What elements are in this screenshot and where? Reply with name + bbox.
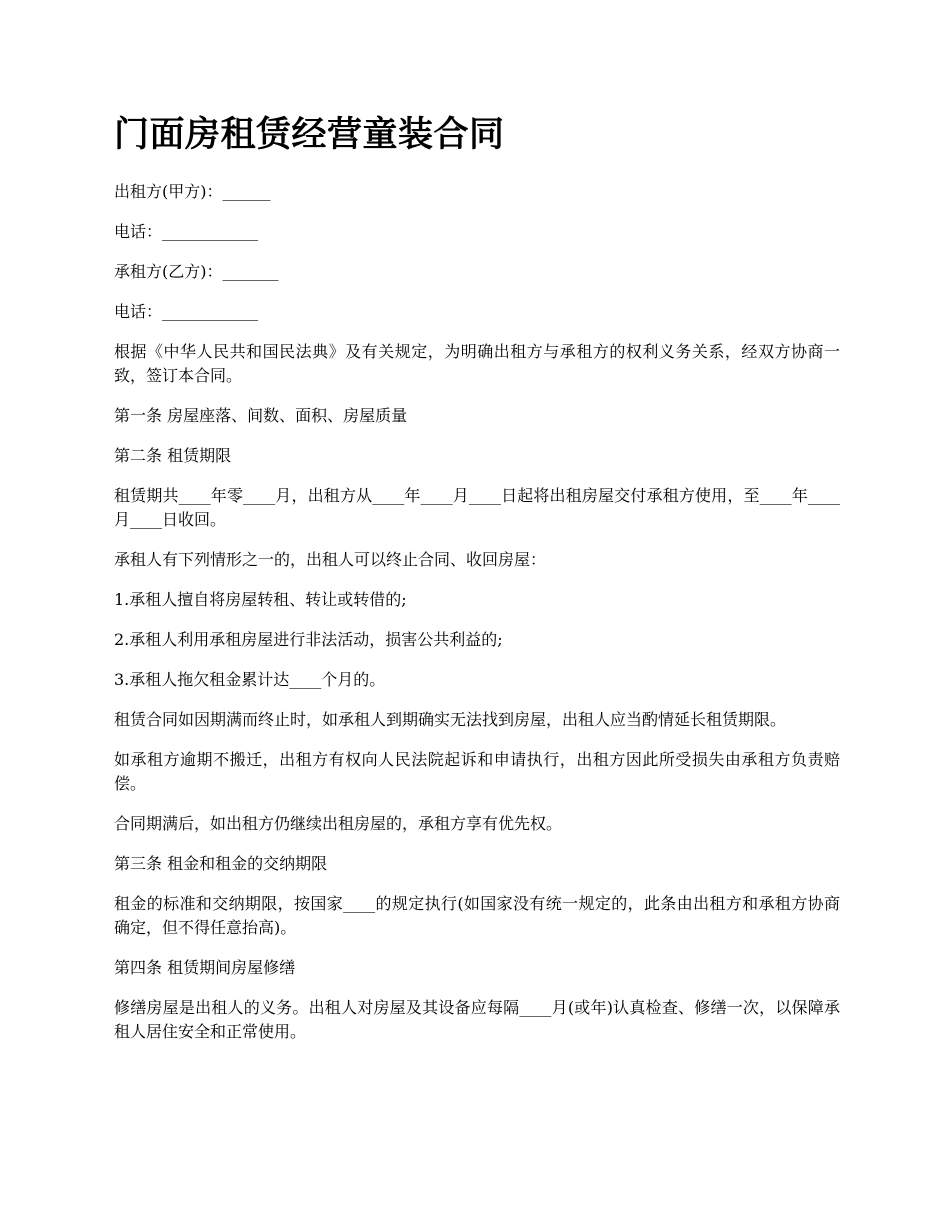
document-page [114,112,840,1060]
extension-paragraph: 租赁合同如因期满而终止时，如承租人到期确实无法找到房屋，出租人应当酌情延长租赁期限。 [114,710,787,729]
article-1-heading: 第一条 房屋座落、间数、面积、房屋质量 [114,406,408,425]
article-2-heading: 第二条 租赁期限 [114,446,232,465]
article-3-heading: 第三条 租金和租金的交纳期限 [114,854,328,873]
termination-intro-paragraph: 承租人有下列情形之一的，出租人可以终止合同、收回房屋： [114,550,547,569]
termination-item-3: 3.承租人拖欠租金累计达____个月的。 [114,670,386,689]
rent-standard-paragraph: 租金的标准和交纳期限，按国家____的规定执行(如国家没有统一规定的，此条由出租方和承租方协商确定，但不得任意抬高)。 [114,894,840,937]
termination-item-1: 1.承租人擅自将房屋转租、转让或转借的; [114,590,407,609]
lessor-line: 出租方(甲方)：______ [114,182,271,201]
priority-paragraph: 合同期满后，如出租方仍继续出租房屋的，承租方享有优先权。 [114,814,563,833]
repair-paragraph: 修缮房屋是出租人的义务。出租人对房屋及其设备应每隔____月(或年)认真检查、修缮一次，以保障承租人居住安全和正常使用。 [114,998,840,1041]
preamble-paragraph: 根据《中华人民共和国民法典》及有关规定，为明确出租方与承租方的权利义务关系，经双方协商一致，签订本合同。 [114,342,840,385]
termination-item-2: 2.承租人利用承租房屋进行非法活动，损害公共利益的; [114,630,503,649]
document-title: 门面房租赁经营童装合同 [114,115,505,155]
article-4-heading: 第四条 租赁期间房屋修缮 [114,958,296,977]
lease-term-paragraph: 租赁期共____年零____月，出租方从____年____月____日起将出租房屋交付承租方使用，至____年____月____日收回。 [114,486,840,529]
lessee-phone-line: 电话：____________ [114,302,259,321]
overdue-move-paragraph: 如承租方逾期不搬迁，出租方有权向人民法院起诉和申请执行，出租方因此所受损失由承租方负责赔偿。 [114,750,840,793]
lessee-line: 承租方(乙方)：_______ [114,262,279,281]
lessor-phone-line: 电话：____________ [114,222,259,241]
